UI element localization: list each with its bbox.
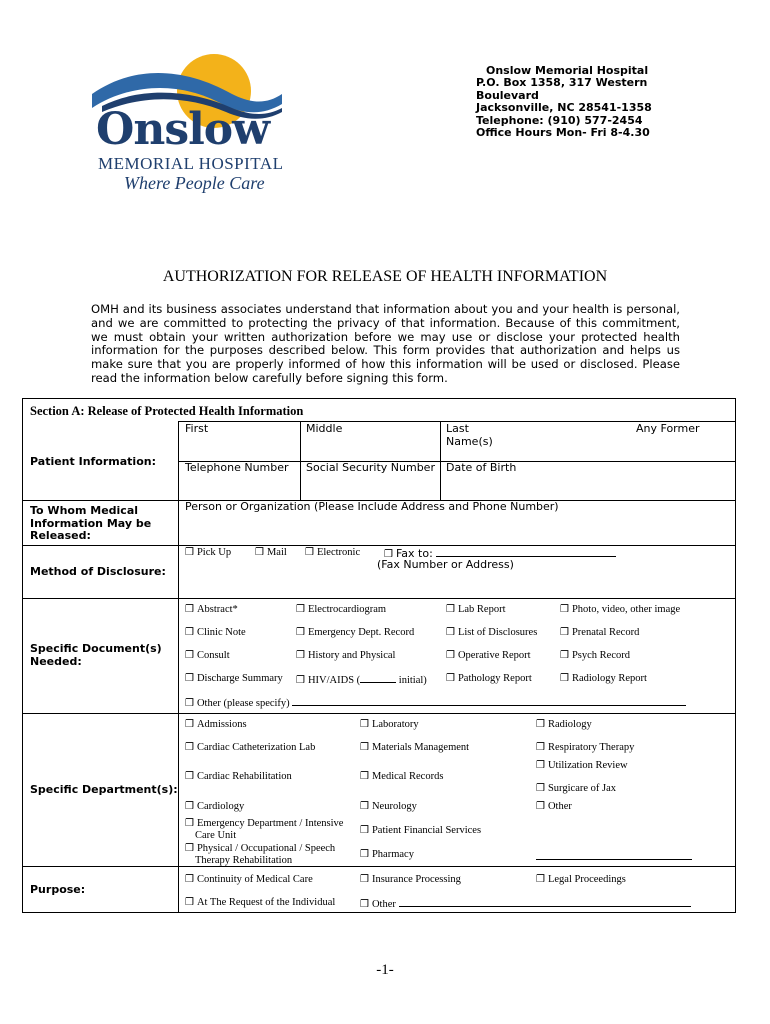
checkbox-icon: ❒ [536, 742, 545, 753]
checkbox-icon: ❒ [446, 650, 455, 661]
checkbox-icon: ❒ [560, 673, 569, 684]
checkbox-icon: ❒ [185, 874, 194, 885]
checkbox-icon: ❒ [560, 650, 569, 661]
documents-label: Specific Document(s) Needed: [30, 642, 162, 668]
doc-ekg[interactable]: ❒ Electrocardiogram [296, 604, 387, 615]
dept-admissions[interactable]: ❒ Admissions [185, 719, 247, 730]
intro-paragraph: OMH and its business associates understand that information about you and your health is personal, and we are committed to protecting the privacy of that information. Because of this commitment, we must obtain your written authorization before we may use or disclose your protected health information for the purposes described below. This form provides that authorization and helps us make sure that you are properly informed of how this information will be used or disclosed. Please read the information below carefully before signing this form. [91, 302, 680, 385]
dept-respiratory[interactable]: ❒ Respiratory Therapy [536, 742, 635, 753]
checkbox-icon: ❒ [536, 783, 545, 794]
checkbox-icon[interactable]: ❒ [255, 547, 264, 558]
checkbox-icon: ❒ [360, 825, 369, 836]
checkbox-icon[interactable]: ❒ [185, 547, 194, 558]
doc-er-record[interactable]: ❒ Emergency Dept. Record [296, 627, 415, 638]
dept-other[interactable]: ❒ Other [536, 801, 572, 812]
dept-physical-therapy[interactable]: ❒ Physical / Occupational / Speech Therapy Rehabilitation [185, 843, 336, 866]
doc-psych[interactable]: ❒ Psych Record [560, 650, 631, 661]
method-pickup[interactable]: ❒ Pick Up [185, 547, 232, 558]
doc-other[interactable]: ❒ Other (please specify) [185, 696, 686, 710]
purpose-insurance[interactable]: ❒ Insurance Processing [360, 874, 461, 885]
dept-utilization[interactable]: ❒ Utilization Review [536, 760, 628, 771]
method-label: Method of Disclosure: [30, 565, 166, 578]
checkbox-icon: ❒ [185, 771, 194, 782]
dept-other-blank[interactable] [536, 859, 692, 860]
dept-medical-records[interactable]: ❒ Medical Records [360, 771, 444, 782]
doc-radiology[interactable]: ❒ Radiology Report [560, 673, 647, 684]
doc-lab-report[interactable]: ❒ Lab Report [446, 604, 506, 615]
address-line: Boulevard [476, 88, 539, 102]
checkbox-icon: ❒ [536, 719, 545, 730]
address-line: Office Hours Mon- Fri 8-4.30 [476, 126, 650, 140]
dept-laboratory[interactable]: ❒ Laboratory [360, 719, 419, 730]
doc-hiv[interactable]: ❒ HIV/AIDS ( initial) [296, 675, 427, 686]
address-line: P.O. Box 1358, 317 Western [476, 76, 648, 90]
doc-prenatal[interactable]: ❒ Prenatal Record [560, 627, 640, 638]
doc-list-disclosures[interactable]: ❒ List of Disclosures [446, 627, 538, 638]
checkbox-icon[interactable]: ❒ [384, 549, 393, 560]
checkbox-icon: ❒ [536, 760, 545, 771]
middle-name-field[interactable]: Middle [306, 422, 343, 435]
former-name-field[interactable]: Any Former [636, 422, 700, 435]
last-name-field[interactable]: Last Name(s) [446, 422, 493, 448]
checkbox-icon: ❒ [185, 818, 194, 829]
checkbox-icon: ❒ [446, 673, 455, 684]
dept-patient-financial[interactable]: ❒ Patient Financial Services [360, 825, 482, 836]
purpose-individual[interactable]: ❒ At The Request of the Individual [185, 897, 336, 908]
checkbox-icon: ❒ [360, 899, 369, 910]
doc-clinic-note[interactable]: ❒ Clinic Note [185, 627, 246, 638]
method-mail[interactable]: ❒ Mail [255, 547, 287, 558]
checkbox-icon: ❒ [296, 627, 305, 638]
doc-history-physical[interactable]: ❒ History and Physical [296, 650, 396, 661]
method-fax[interactable]: ❒ Fax to: [384, 547, 616, 562]
departments-label: Specific Department(s): [30, 783, 178, 796]
fax-hint: (Fax Number or Address) [377, 558, 514, 571]
doc-operative[interactable]: ❒ Operative Report [446, 650, 531, 661]
page-number: -1- [376, 962, 394, 978]
checkbox-icon: ❒ [185, 843, 194, 854]
doc-pathology[interactable]: ❒ Pathology Report [446, 673, 532, 684]
dept-pharmacy[interactable]: ❒ Pharmacy [360, 849, 414, 860]
dob-field[interactable]: Date of Birth [446, 461, 517, 474]
section-a-title: Section A: Release of Protected Health Information [30, 404, 304, 418]
checkbox-icon[interactable]: ❒ [305, 547, 314, 558]
patient-info-label: Patient Information: [30, 455, 156, 468]
purpose-legal[interactable]: ❒ Legal Proceedings [536, 874, 626, 885]
checkbox-icon: ❒ [185, 650, 194, 661]
checkbox-icon: ❒ [296, 675, 305, 686]
checkbox-icon: ❒ [446, 604, 455, 615]
address-line: Telephone: (910) 577-2454 [476, 113, 643, 127]
checkbox-icon: ❒ [360, 719, 369, 730]
dept-emergency-icu[interactable]: ❒ Emergency Department / Intensive Care Unit [185, 818, 344, 841]
checkbox-icon: ❒ [536, 874, 545, 885]
dept-radiology[interactable]: ❒ Radiology [536, 719, 592, 730]
address-line: Jacksonville, NC 28541-1358 [476, 101, 652, 115]
address-line: Onslow Memorial Hospital [486, 64, 649, 77]
checkbox-icon: ❒ [360, 742, 369, 753]
checkbox-icon: ❒ [536, 801, 545, 812]
checkbox-icon: ❒ [360, 874, 369, 885]
checkbox-icon: ❒ [560, 627, 569, 638]
dept-materials[interactable]: ❒ Materials Management [360, 742, 470, 753]
dept-cath-lab[interactable]: ❒ Cardiac Catheterization Lab [185, 742, 316, 753]
checkbox-icon: ❒ [360, 849, 369, 860]
method-electronic[interactable]: ❒ Electronic [305, 547, 361, 558]
checkbox-icon: ❒ [185, 742, 194, 753]
checkbox-icon: ❒ [360, 771, 369, 782]
first-name-field[interactable]: First [185, 422, 209, 435]
doc-discharge[interactable]: ❒ Discharge Summary [185, 673, 283, 684]
hospital-address [476, 65, 652, 139]
checkbox-icon: ❒ [185, 627, 194, 638]
ssn-field[interactable]: Social Security Number [306, 461, 435, 474]
logo-tagline: Where People Care [124, 173, 265, 193]
checkbox-icon: ❒ [185, 897, 194, 908]
doc-abstract[interactable]: ❒ Abstract* [185, 604, 238, 615]
form-title: AUTHORIZATION FOR RELEASE OF HEALTH INFORMATION [162, 268, 608, 285]
recipient-label: To Whom Medical Information May be Released: [30, 504, 152, 542]
checkbox-icon: ❒ [296, 650, 305, 661]
checkbox-icon: ❒ [185, 673, 194, 684]
doc-photo[interactable]: ❒ Photo, video, other image [560, 604, 681, 615]
checkbox-icon: ❒ [360, 801, 369, 812]
dept-surgicare[interactable]: ❒ Surgicare of Jax [536, 783, 617, 794]
checkbox-icon: ❒ [185, 604, 194, 615]
purpose-label: Purpose: [30, 883, 86, 896]
checkbox-icon: ❒ [185, 698, 194, 709]
purpose-other[interactable]: ❒ Other [360, 897, 691, 911]
doc-consult[interactable]: ❒ Consult [185, 650, 230, 661]
checkbox-icon: ❒ [446, 627, 455, 638]
checkbox-icon: ❒ [296, 604, 305, 615]
checkbox-icon: ❒ [560, 604, 569, 615]
purpose-continuity[interactable]: ❒ Continuity of Medical Care [185, 874, 313, 885]
logo-subtitle: MEMORIAL HOSPITAL [98, 154, 284, 173]
checkbox-icon: ❒ [185, 719, 194, 730]
checkbox-icon: ❒ [185, 801, 194, 812]
telephone-field[interactable]: Telephone Number [185, 461, 289, 474]
recipient-field[interactable]: Person or Organization (Please Include Address and Phone Number) [185, 500, 559, 513]
dept-neurology[interactable]: ❒ Neurology [360, 801, 417, 812]
logo-wordmark: Onslow [96, 104, 270, 155]
dept-cardiology[interactable]: ❒ Cardiology [185, 801, 245, 812]
dept-cardiac-rehab[interactable]: ❒ Cardiac Rehabilitation [185, 771, 292, 782]
